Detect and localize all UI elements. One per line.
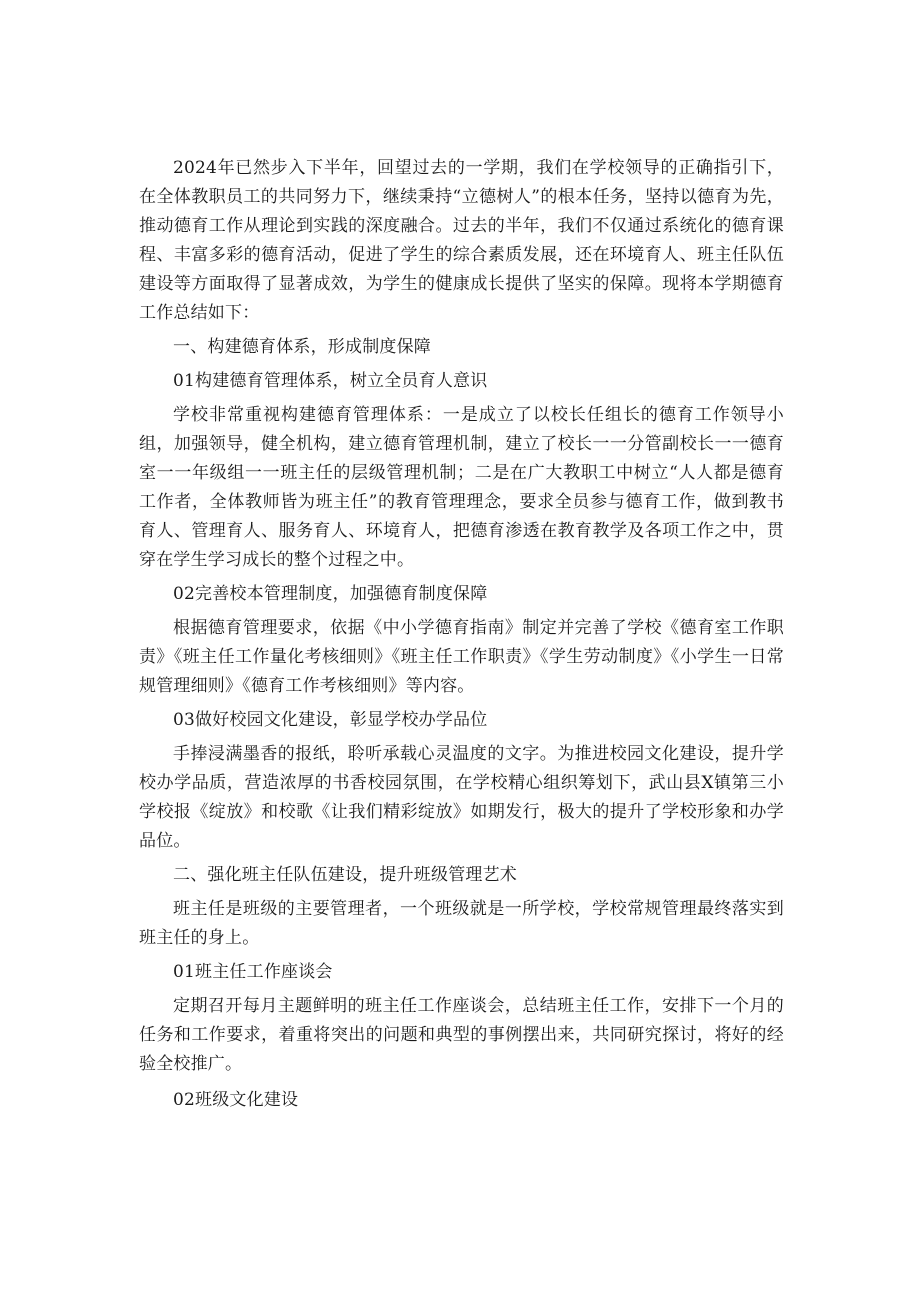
intro-paragraph: 2024年已然步入下半年，回望过去的一学期，我们在学校领导的正确指引下，在全体教职员工的共同努力下，继续秉持“立德树人”的根本任务，坚持以德育为先，推动德育工作从理论到实践的深度融合。过去的半年，我们不仅通过系统化的德育课程、丰富多彩的德育活动，促进了学生的综合素质发展，还在环境育人、班主任队伍建设等方面取得了显著成效，为学生的健康成长提供了坚实的保障。现将本学期德育工作总结如下： (139, 158, 784, 323)
section-1-item-1-title: 01构建德育管理体系，树立全员育人意识 (173, 371, 488, 391)
section-2-item-2-title: 02班级文化建设 (173, 1090, 299, 1110)
section-1-item-3-title: 03做好校园文化建设，彰显学校办学品位 (173, 710, 488, 730)
section-1-heading: 一、构建德育体系，形成制度保障 (173, 337, 431, 357)
section-2-item-1-body: 定期召开每月主题鲜明的班主任工作座谈会，总结班主任工作，安排下一个月的任务和工作要求，着重将突出的问题和典型的事例摆出来，共同研究探讨，将好的经验全校推广。 (139, 996, 784, 1074)
section-2-intro: 班主任是班级的主要管理者，一个班级就是一所学校，学校常规管理最终落实到班主任的身上。 (139, 899, 784, 948)
section-1-item-3-body: 手捧浸满墨香的报纸，聆听承载心灵温度的文字。为推进校园文化建设，提升学校办学品质，营造浓厚的书香校园氛围，在学校精心组织筹划下，武山县X镇第三小学校报《绽放》和校歌《让我们精彩绽放》如期发行，极大的提升了学校形象和办学品位。 (139, 744, 784, 851)
section-1-item-1-body: 学校非常重视构建德育管理体系：一是成立了以校长任组长的德育工作领导小组，加强领导，健全机构，建立德育管理机制，建立了校长一一分管副校长一一德育室一一年级组一一班主任的层级管理机制；二是在广大教职工中树立“人人都是德育工作者，全体教师皆为班主任”的教育管理理念，要求全员参与德育工作，做到教书育人、管理育人、服务育人、环境育人，把德育渗透在教育教学及各项工作之中，贯穿在学生学习成长的整个过程之中。 (139, 405, 784, 570)
section-2-heading: 二、强化班主任队伍建设，提升班级管理艺术 (173, 865, 517, 885)
section-1-item-2-body: 根据德育管理要求，依据《中小学德育指南》制定并完善了学校《德育室工作职责》《班主任工作量化考核细则》《班主任工作职责》《学生劳动制度》《小学生一日常规管理细则》《德育工作考核细则》等内容。 (139, 618, 784, 696)
section-2-item-1-title: 01班主任工作座谈会 (173, 962, 333, 982)
section-1-item-2-title: 02完善校本管理制度，加强德育制度保障 (173, 584, 488, 604)
document-page (139, 154, 784, 1115)
